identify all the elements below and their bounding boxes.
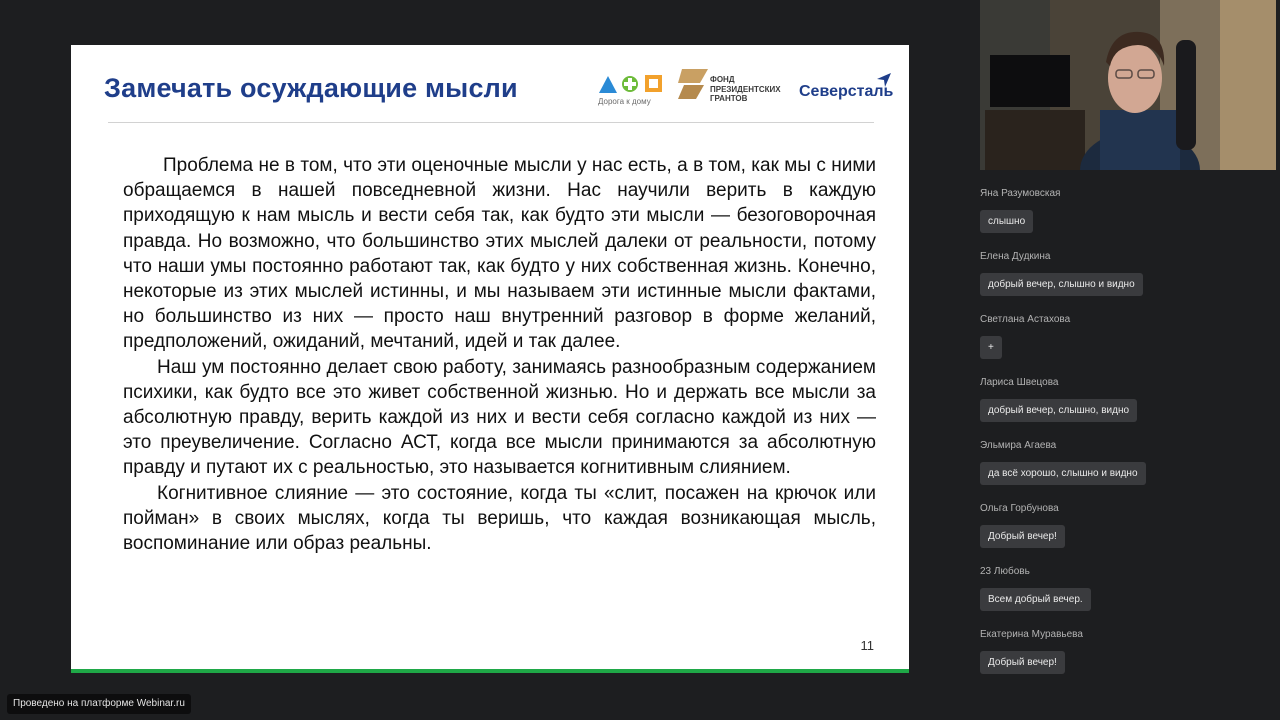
title-divider [108, 122, 874, 123]
chat-panel [980, 186, 1270, 690]
chat-message [980, 249, 1270, 312]
slide-page-number: 11 [860, 638, 874, 653]
severstal-wordmark: Северсталь [799, 83, 894, 100]
chat-author: Эльмира Агаева [980, 440, 1057, 451]
slide-paragraph: Наш ум постоянно делает свою работу, занимаясь разнообразным содержанием психики, как будто все это живет собственной жизнью. Но и держать все мысли за абсолютную правду, верить каждой из них и вести себя согласно каждой из них — это преувеличение. Согласно АСТ, когда все мысли принимаются за абсолютную правду и путают их с реальностью, это называется когнитивным слиянием. [123, 356, 876, 479]
speaker-video-frame [980, 0, 1276, 170]
chat-bubble: + [980, 336, 1002, 359]
presentation-slide [71, 45, 909, 673]
chat-message [980, 312, 1270, 375]
slide-paragraph: Проблема не в том, что эти оценочные мысли у нас есть, а в том, как мы с ними обращаемся в нашей повседневной жизни. Нас научили верить в каждую приходящую к нам мысль и вести себя так, как будто эти мысли — безоговорочная правда. Но возможно, что большинство этих мыслей далеки от реальности, потому что наши умы постоянно работают так, как будто у них собственная жизнь. Конечно, некоторые из этих мыслей истинны, и мы называем эти истинные мысли фактами, но большинство из них — просто наш внутренний разговор в форме желаний, предположений, ожиданий, мечтаний, идей и так далее. [123, 155, 876, 353]
doroga-caption: Дорога к дому [598, 97, 651, 106]
chat-bubble: добрый вечер, слышно, видно [980, 399, 1137, 422]
doroga-shapes-icon [598, 73, 664, 95]
chat-bubble: Добрый вечер! [980, 651, 1065, 674]
doroga-k-domu-logo [596, 73, 666, 113]
chat-message [980, 501, 1270, 564]
severstal-arrow-icon [877, 73, 891, 87]
chat-bubble: Всем добрый вечер. [980, 588, 1091, 611]
platform-badge[interactable]: Проведено на платформе Webinar.ru [7, 694, 191, 714]
chat-bubble: слышно [980, 210, 1033, 233]
chat-message [980, 564, 1270, 627]
slide-body-text [123, 153, 876, 556]
presidential-grants-logo [678, 69, 798, 113]
chat-author: Екатерина Муравьева [980, 629, 1083, 640]
chat-message [980, 375, 1270, 438]
chat-message [980, 438, 1270, 501]
slide-title: Замечать осуждающие мысли [104, 73, 518, 103]
chat-author: Светлана Астахова [980, 314, 1071, 325]
slide-paragraph: Когнитивное слияние — это состояние, когда ты «слит, посажен на крючок или пойман» в своих мыслях, когда ты веришь, что каждая возникающая мысль, воспоминание или образ реальны. [123, 482, 876, 555]
chat-author: Лариса Швецова [980, 377, 1059, 388]
chat-author: Яна Разумовская [980, 188, 1061, 199]
chat-author: Ольга Горбунова [980, 503, 1059, 514]
severstal-logo [799, 73, 894, 103]
chat-bubble: да всё хорошо, слышно и видно [980, 462, 1146, 485]
chat-author: Елена Дудкина [980, 251, 1051, 262]
speaker-video[interactable] [980, 0, 1276, 170]
grants-logo-text: ФОНД ПРЕЗИДЕНТСКИХ ГРАНТОВ [710, 75, 781, 103]
chat-message [980, 186, 1270, 249]
chat-bubble: добрый вечер, слышно и видно [980, 273, 1143, 296]
chat-bubble: Добрый вечер! [980, 525, 1065, 548]
chat-message [980, 627, 1270, 690]
chat-author: 23 Любовь [980, 566, 1030, 577]
grants-flag-icon [678, 69, 708, 99]
